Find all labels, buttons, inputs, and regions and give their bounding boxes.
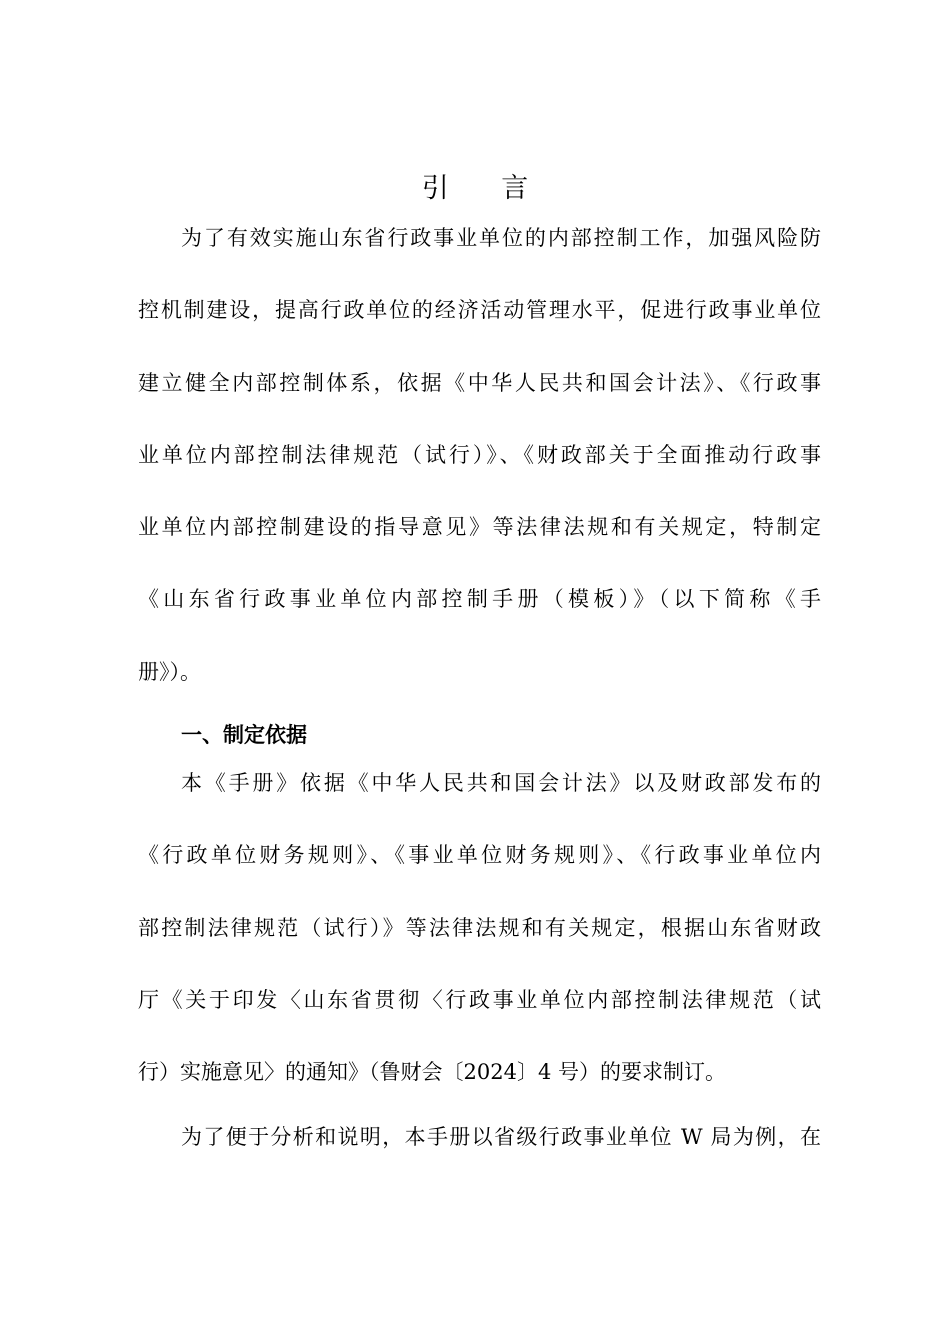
section-paragraph-line: 厅《关于印发〈山东省贯彻〈行政事业单位内部控制法律规范（试 xyxy=(138,988,821,1012)
section-paragraph-line: 本《手册》依据《中华人民共和国会计法》以及财政部发布的 xyxy=(181,771,821,795)
intro-line: 册》）。 xyxy=(138,660,201,684)
intro-line: 业单位内部控制法律规范（试行）》、《财政部关于全面推动行政事 xyxy=(138,443,821,467)
intro-line: 建立健全内部控制体系，依据《中华人民共和国会计法》、《行政事 xyxy=(138,371,821,395)
intro-line: 《山东省行政事业单位内部控制手册（模板）》（以下简称《手 xyxy=(138,587,821,611)
section-paragraph-line: 部控制法律规范（试行）》等法律法规和有关规定，根据山东省财政 xyxy=(138,916,821,940)
page-title: 引 言 xyxy=(421,173,551,204)
intro-line: 为了有效实施山东省行政事业单位的内部控制工作，加强风险防 xyxy=(181,226,821,250)
section-paragraph-line: 《行政单位财务规则》、《事业单位财务规则》、《行政事业单位内 xyxy=(138,843,821,867)
section-paragraph-line: 为了便于分析和说明，本手册以省级行政事业单位 W 局为例，在 xyxy=(181,1125,821,1149)
intro-line: 控机制建设，提高行政单位的经济活动管理水平，促进行政事业单位 xyxy=(138,298,821,322)
section-heading: 一、制定依据 xyxy=(181,723,307,747)
intro-line: 业单位内部控制建设的指导意见》等法律法规和有关规定，特制定 xyxy=(138,515,821,539)
section-paragraph-line: 行）实施意见〉的通知》（鲁财会〔2024〕4 号）的要求制订。 xyxy=(138,1060,726,1084)
